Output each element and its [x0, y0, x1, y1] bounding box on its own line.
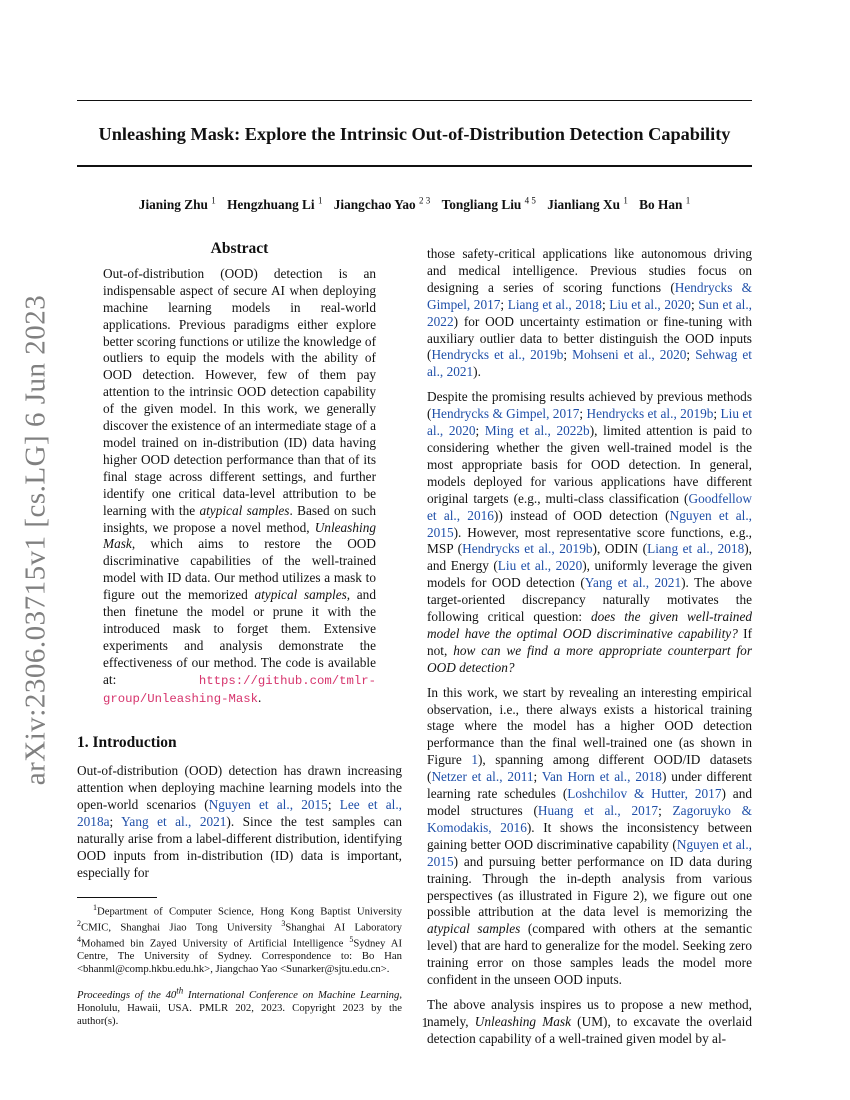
title-rule-top	[77, 100, 752, 101]
citation-link[interactable]: Mohseni et al., 2020	[572, 347, 687, 363]
citation-link[interactable]: Loshchilov & Hutter, 2017	[567, 786, 722, 802]
page-number: 1	[421, 1015, 429, 1030]
citation-link[interactable]: Hendrycks & Gimpel, 2017	[427, 279, 752, 312]
abstract-body: Out-of-distribution (OOD) detection is an indispensable aspect of secure AI when deploying machine learning models in real-world applications. Previous paradigms either explore better scoring functions or utilize the knowledge of outliers to equip the models with the ability of OOD detection. However, few of them pay attention to the intrinsic OOD detection capability of the given model. In this work, we generally discover the existence of an intermediate stage of a model trained on in-distribution (ID) data having higher OOD detection performance than that of its final stage across different settings, and further identify one critical data-level attribution to be learning with the atypical samples. Based on such insights, we propose a novel method, Unleashing Mask, which aims to restore the OOD discriminative capabilities of the well-trained model with ID data. Our method utilizes a mask to figure out the memorized atypical samples, and then finetune the model or prune it with the introduced mask to forget them. Extensive experiments and analysis demonstrate the effectiveness of our method. The code is available at: https://github.com/tmlr-group/Unleashing-Mask.	[103, 265, 376, 706]
citation-link[interactable]: Goodfellow et al., 2016	[427, 490, 752, 523]
proceedings-note: Proceedings of the 40th International Conference on Machine Learning, Honolulu, Hawaii, USA. PMLR 202, 2023. Copyright 2023 by the author(s).	[77, 985, 402, 1027]
title-rule-bottom	[77, 165, 752, 167]
body-paragraph: In this work, we start by revealing an interesting empirical observation, i.e., there always exists a historical training stage where the model has a higher OOD detection performance than the final well-trained one (as shown in Figure 1), spanning among different OOD/ID datasets (Netzer et al., 2011; Van Horn et al., 2018) under different learning rate schedules (Loshchilov & Hutter, 2017) and model structures (Huang et al., 2017; Zagoruyko & Komodakis, 2016). It shows the inconsistency between gaining better OOD discriminative capability (Nguyen et al., 2015) and pursuing better performance on ID data during training. Through the in-depth analysis from various perspectives (as illustrated in Figure 2), we figure out one possible attribution at the data level is memorizing the atypical samples (compared with others at the semantic level) that are hard to generalize for the model. Seeking zero training error on those samples leads the model more confident in the unseen OOD inputs.	[427, 684, 753, 988]
body-paragraph: The above analysis inspires us to propose a new method, namely, Unleashing Mask (UM), to excavate the overlaid detection capability of a well-trained given model by al-	[427, 996, 752, 1046]
author: Jiangchao Yao $^{2 3}$	[333, 195, 431, 212]
arxiv-stamp	[6, 294, 66, 786]
author: Tongliang Liu $^{4 5}$	[441, 195, 536, 212]
body-paragraph: those safety-critical applications like autonomous driving and medical intelligence. Previous studies focus on designing a series of scoring functions (Hendrycks & Gimpel, 2017; Liang et al., 2018; Liu et al., 2020; Sun et al., 2022) for OOD uncertainty estimation or fine-tuning with auxiliary outlier data to better distinguish the OOD inputs (Hendrycks et al., 2019b; Mohseni et al., 2020; Sehwag et al., 2021).	[427, 246, 752, 380]
citation-link[interactable]: Huang et al., 2017	[537, 803, 659, 818]
citation-link[interactable]: Van Horn et al., 2018	[541, 769, 662, 785]
citation-link[interactable]: Nguyen et al., 2015	[208, 797, 328, 813]
figure-ref-link[interactable]: 1	[471, 752, 478, 768]
citation-link[interactable]: Liu et al., 2020	[427, 406, 752, 439]
citation-link[interactable]: Hendrycks & Gimpel, 2017	[431, 406, 580, 422]
citation-link[interactable]: Ming et al., 2022b	[484, 423, 590, 439]
paper-title: Unleashing Mask: Explore the Intrinsic Out-of-Distribution Detection Capability	[98, 124, 731, 144]
citation-link[interactable]: Liang et al., 2018	[647, 541, 745, 557]
citation-link[interactable]: Yang et al., 2021	[121, 814, 227, 830]
citation-link[interactable]: Yang et al., 2021	[584, 575, 682, 591]
author: Bo Han $^1$	[639, 195, 691, 212]
author: Jianing Zhu $^1$	[138, 195, 216, 212]
citation-link[interactable]: Liu et al., 2020	[497, 558, 583, 574]
citation-link[interactable]: Liang et al., 2018	[507, 296, 602, 312]
citation-link[interactable]: Netzer et al., 2011	[431, 769, 534, 785]
intro-paragraph: Out-of-distribution (OOD) detection has drawn increasing attention when deploying machine learning models into the open-world scenarios (Nguyen et al., 2015; Lee et al., 2018a; Yang et al., 2021). Since the test samples can naturally arise from a label-different distribution, identifying OOD inputs from in-distribution (ID) data is important, especially for	[77, 763, 402, 880]
footnote-rule	[77, 897, 157, 898]
citation-link[interactable]: Hendrycks et al., 2019b	[586, 406, 714, 422]
left-column	[77, 241, 402, 1028]
citation-link[interactable]: Sun et al., 2022	[427, 296, 752, 329]
author-list	[77, 196, 752, 214]
citation-link[interactable]: Nguyen et al., 2015	[427, 836, 752, 869]
arxiv-id: arXiv:2306.03715v1 [cs.LG] 6 Jun 2023	[19, 294, 52, 786]
section-heading-introduction: 1. Introduction	[77, 734, 177, 752]
author: Jianliang Xu $^1$	[547, 195, 628, 212]
citation-link[interactable]: Liu et al., 2020	[609, 296, 691, 312]
citation-link[interactable]: Zagoruyko & Komodakis, 2016	[427, 803, 752, 835]
citation-link[interactable]: Hendrycks et al., 2019b	[462, 541, 593, 557]
right-column	[427, 246, 752, 1056]
affiliations-footnote: $^1$Department of Computer Science, Hong Kong Baptist University $^2$CMIC, Shanghai Jiao Tong University $^3$Shanghai AI Laboratory $^4$Mohamed bin Zayed University of Artificial Intelligence $^5$Sydney AI Centre, The University of Sydney. Correspondence to: Bo Han <bhanml@comp.hkbu.edu.hk>, Jiangchao Yao <Sunarker@sjtu.edu.cn>.	[77, 902, 402, 975]
citation-link[interactable]: Lee et al., 2018a	[77, 797, 402, 830]
citation-link[interactable]: Nguyen et al., 2015	[427, 507, 752, 540]
citation-link[interactable]: Sehwag et al., 2021	[427, 347, 752, 380]
abstract-heading: Abstract	[210, 240, 269, 257]
citation-link[interactable]: Hendrycks et al., 2019b	[431, 347, 564, 363]
code-link[interactable]: https://github.com/tmlr-group/Unleashing-Mask	[103, 673, 376, 706]
author: Hengzhuang Li $^1$	[227, 195, 323, 212]
body-paragraph: Despite the promising results achieved by previous methods (Hendrycks & Gimpel, 2017; Hendrycks et al., 2019b; Liu et al., 2020; Ming et al., 2022b), limited attention is paid to considering whether the given well-trained model is the most appropriate basis for OOD detection. In general, models deployed for various applications have different original targets (e.g., multi-class classification (Goodfellow et al., 2016)) instead of OOD detection (Nguyen et al., 2015). However, most representative score functions, e.g., MSP (Hendrycks et al., 2019b), ODIN (Liang et al., 2018), and Energy (Liu et al., 2020), uniformly leverage the given models for OOD detection (Yang et al., 2021). The above target-oriented discrepancy naturally motivates the following critical question: does the given well-trained model have the optimal OOD discriminative capability? If not, how can we find a more appropriate counterpart for OOD detection?	[427, 389, 753, 675]
